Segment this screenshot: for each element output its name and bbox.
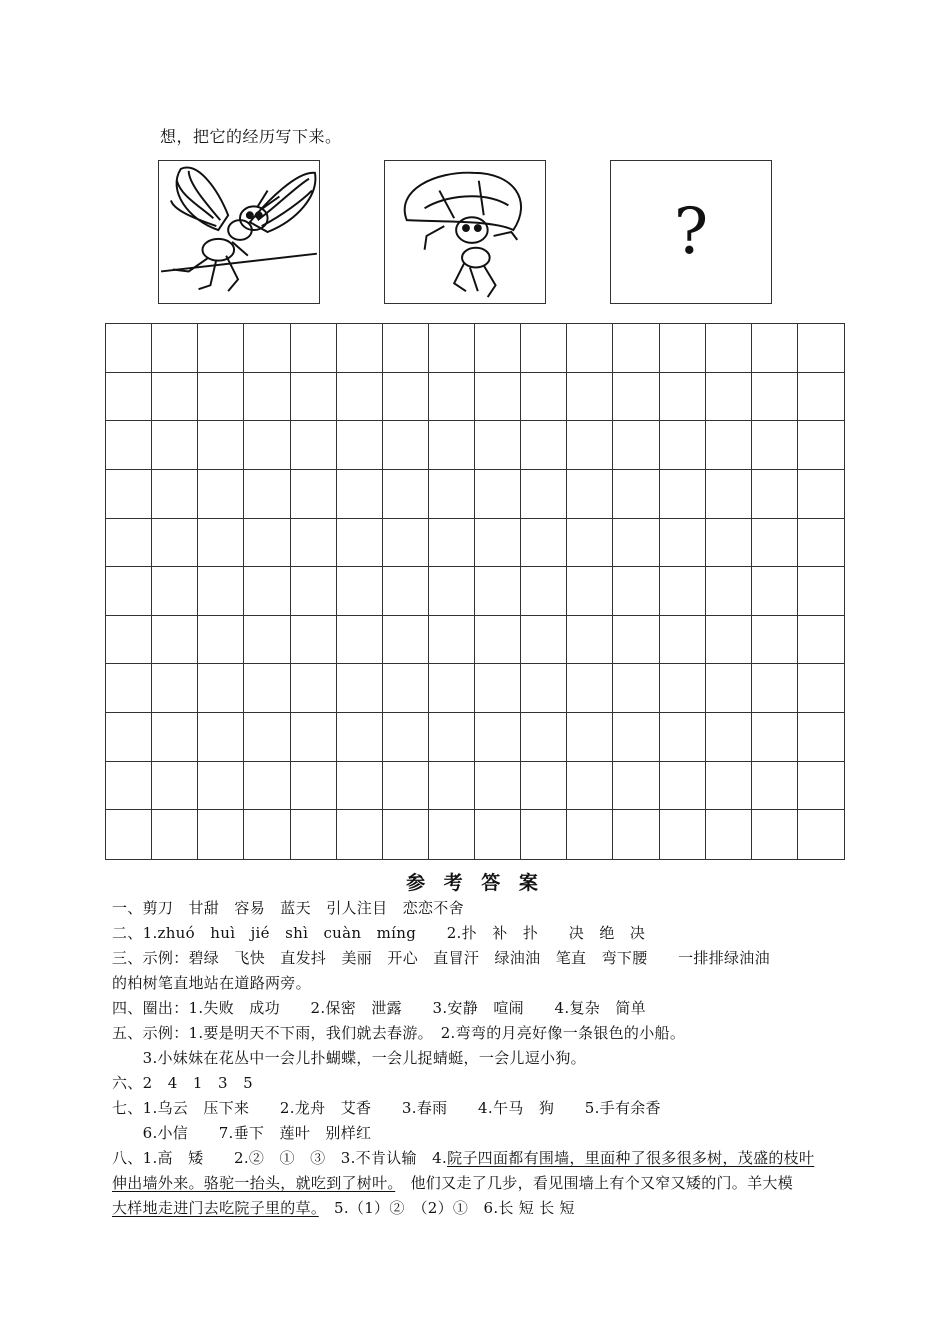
grid-cell	[244, 762, 290, 811]
grid-cell	[337, 519, 383, 568]
grid-cell	[475, 519, 521, 568]
grid-cell	[613, 421, 659, 470]
grid-cell	[291, 421, 337, 470]
grid-cell	[152, 373, 198, 422]
grid-cell	[152, 567, 198, 616]
grid-cell	[198, 324, 244, 373]
grid-cell	[337, 616, 383, 665]
grid-cell	[798, 616, 844, 665]
answers-title: 参 考 答 案	[406, 872, 544, 894]
grid-cell	[613, 373, 659, 422]
grid-cell	[706, 616, 752, 665]
grid-cell	[106, 519, 152, 568]
answer-line-3-cont: 的柏树笔直地站在道路两旁。	[112, 974, 311, 992]
grid-cell	[521, 713, 567, 762]
grid-cell	[752, 324, 798, 373]
grid-cell	[475, 762, 521, 811]
grid-cell	[244, 519, 290, 568]
grid-cell	[521, 373, 567, 422]
grid-cell	[429, 373, 475, 422]
grid-cell	[429, 470, 475, 519]
grid-cell	[798, 762, 844, 811]
grid-cell	[521, 616, 567, 665]
grid-cell	[752, 762, 798, 811]
grid-cell	[613, 810, 659, 859]
grid-cell	[521, 567, 567, 616]
grid-cell	[429, 810, 475, 859]
answer-line-5-cont: 3.小妹妹在花丛中一会儿扑蝴蝶，一会儿捉蜻蜓，一会儿逗小狗。	[112, 1049, 586, 1067]
picture-ant-butterfly	[158, 160, 320, 304]
grid-cell	[521, 762, 567, 811]
grid-cell	[383, 713, 429, 762]
grid-cell	[521, 421, 567, 470]
grid-cell	[475, 421, 521, 470]
grid-cell	[106, 470, 152, 519]
picture-unknown	[610, 160, 772, 304]
answer-line-6: 六、2 4 1 3 5	[112, 1074, 254, 1092]
grid-cell	[567, 324, 613, 373]
grid-cell	[337, 762, 383, 811]
grid-cell	[152, 762, 198, 811]
grid-cell	[244, 324, 290, 373]
grid-cell	[152, 421, 198, 470]
grid-cell	[291, 762, 337, 811]
grid-cell	[383, 373, 429, 422]
grid-cell	[337, 567, 383, 616]
grid-cell	[198, 616, 244, 665]
ant-with-butterfly-wings-icon	[159, 161, 319, 303]
grid-cell	[798, 470, 844, 519]
grid-cell	[660, 470, 706, 519]
question-mark: ?	[673, 195, 709, 269]
grid-cell	[383, 519, 429, 568]
grid-cell	[567, 470, 613, 519]
grid-cell	[429, 324, 475, 373]
grid-cell	[798, 810, 844, 859]
grid-cell	[521, 519, 567, 568]
grid-cell	[291, 324, 337, 373]
grid-cell	[429, 664, 475, 713]
grid-cell	[567, 421, 613, 470]
grid-cell	[660, 810, 706, 859]
grid-cell	[613, 567, 659, 616]
grid-cell	[291, 567, 337, 616]
grid-cell	[521, 810, 567, 859]
grid-cell	[521, 470, 567, 519]
grid-cell	[429, 421, 475, 470]
grid-cell	[752, 519, 798, 568]
grid-cell	[429, 762, 475, 811]
answer-line-9-rest: 他们又走了几步，看见围墙上有个又窄又矮的门。羊大模	[395, 1174, 794, 1192]
grid-cell	[337, 470, 383, 519]
grid-cell	[798, 567, 844, 616]
grid-cell	[291, 664, 337, 713]
grid-cell	[337, 324, 383, 373]
grid-cell	[106, 421, 152, 470]
grid-cell	[475, 373, 521, 422]
grid-cell	[660, 664, 706, 713]
grid-cell	[660, 421, 706, 470]
answer-line-8-prefix: 八、1.高 矮 2.② ① ③ 3.不肯认输 4.	[112, 1149, 448, 1167]
grid-cell	[244, 373, 290, 422]
grid-cell	[106, 373, 152, 422]
grid-cell	[383, 567, 429, 616]
grid-cell	[660, 713, 706, 762]
grid-cell	[337, 373, 383, 422]
grid-cell	[244, 470, 290, 519]
grid-cell	[106, 810, 152, 859]
grid-cell	[475, 470, 521, 519]
grid-cell	[752, 373, 798, 422]
grid-cell	[291, 373, 337, 422]
grid-cell	[475, 616, 521, 665]
grid-cell	[152, 324, 198, 373]
grid-cell	[244, 616, 290, 665]
grid-cell	[152, 616, 198, 665]
answer-line-8	[112, 1147, 814, 1168]
grid-cell	[383, 810, 429, 859]
grid-cell	[106, 762, 152, 811]
grid-cell	[291, 713, 337, 762]
grid-cell	[291, 519, 337, 568]
grid-cell	[106, 567, 152, 616]
grid-cell	[475, 713, 521, 762]
grid-cell	[429, 567, 475, 616]
grid-cell	[429, 713, 475, 762]
grid-cell	[198, 762, 244, 811]
grid-cell	[383, 421, 429, 470]
grid-cell	[660, 324, 706, 373]
answer-line-9-underlined: 伸出墙外来。骆驼一抬头，就吃到了树叶。	[112, 1174, 396, 1192]
grid-cell	[798, 421, 844, 470]
grid-cell	[613, 616, 659, 665]
grid-cell	[567, 519, 613, 568]
grid-cell	[752, 470, 798, 519]
grid-cell	[337, 810, 383, 859]
picture-ant-leaf-hat	[384, 160, 546, 304]
grid-cell	[660, 567, 706, 616]
grid-cell	[198, 470, 244, 519]
grid-cell	[798, 664, 844, 713]
grid-cell	[244, 810, 290, 859]
grid-cell	[383, 470, 429, 519]
grid-cell	[752, 567, 798, 616]
grid-cell	[613, 762, 659, 811]
ant-with-leaf-hat-icon	[385, 161, 545, 303]
grid-cell	[291, 616, 337, 665]
grid-cell	[383, 324, 429, 373]
grid-cell	[798, 519, 844, 568]
writing-grid	[105, 323, 845, 860]
grid-cell	[152, 519, 198, 568]
grid-cell	[706, 519, 752, 568]
grid-cell	[752, 713, 798, 762]
grid-cell	[706, 324, 752, 373]
grid-cell	[429, 616, 475, 665]
grid-cell	[706, 567, 752, 616]
grid-cell	[706, 810, 752, 859]
grid-cell	[660, 373, 706, 422]
answer-line-8-cont	[112, 1172, 793, 1193]
grid-cell	[152, 664, 198, 713]
grid-cell	[567, 373, 613, 422]
grid-cell	[706, 421, 752, 470]
answer-line-10-rest: 5.（1）② （2）① 6.长 短 长 短	[318, 1199, 575, 1217]
answer-line-10-underlined: 大样地走进门去吃院子里的草。	[112, 1199, 319, 1217]
grid-cell	[337, 664, 383, 713]
grid-cell	[198, 664, 244, 713]
grid-cell	[198, 810, 244, 859]
answer-line-5: 五、示例：1.要是明天不下雨，我们就去春游。 2.弯弯的月亮好像一条银色的小船。	[112, 1024, 686, 1042]
answer-line-4: 四、圈出：1.失败 成功 2.保密 泄露 3.安静 喧闹 4.复杂 简单	[112, 999, 646, 1017]
grid-cell	[521, 664, 567, 713]
grid-cell	[106, 664, 152, 713]
grid-cell	[567, 664, 613, 713]
answer-line-7: 七、1.乌云 压下来 2.龙舟 艾香 3.春雨 4.午马 狗 5.手有余香	[112, 1099, 661, 1117]
grid-cell	[198, 519, 244, 568]
grid-cell	[567, 713, 613, 762]
grid-cell	[613, 519, 659, 568]
grid-cell	[383, 664, 429, 713]
grid-cell	[521, 324, 567, 373]
grid-cell	[198, 713, 244, 762]
grid-cell	[706, 664, 752, 713]
grid-cell	[752, 616, 798, 665]
grid-cell	[198, 567, 244, 616]
grid-cell	[152, 810, 198, 859]
grid-cell	[613, 664, 659, 713]
grid-cell	[798, 373, 844, 422]
grid-cell	[567, 810, 613, 859]
grid-cell	[475, 810, 521, 859]
grid-cell	[752, 810, 798, 859]
answer-line-8-end	[112, 1197, 575, 1218]
grid-cell	[291, 810, 337, 859]
grid-cell	[567, 762, 613, 811]
grid-cell	[475, 567, 521, 616]
grid-cell	[383, 762, 429, 811]
grid-cell	[152, 713, 198, 762]
grid-cell	[244, 567, 290, 616]
grid-cell	[660, 519, 706, 568]
grid-cell	[244, 713, 290, 762]
grid-cell	[567, 616, 613, 665]
grid-cell	[429, 519, 475, 568]
grid-cell	[660, 616, 706, 665]
grid-cell	[613, 470, 659, 519]
grid-cell	[613, 324, 659, 373]
grid-cell	[198, 373, 244, 422]
grid-cell	[244, 664, 290, 713]
grid-cell	[337, 713, 383, 762]
grid-cell	[567, 567, 613, 616]
grid-cell	[106, 324, 152, 373]
grid-cell	[244, 421, 290, 470]
grid-cell	[613, 713, 659, 762]
grid-cell	[706, 373, 752, 422]
grid-cell	[706, 713, 752, 762]
grid-cell	[106, 616, 152, 665]
grid-cell	[475, 664, 521, 713]
writing-prompt-text: 想，把它的经历写下来。	[160, 127, 342, 146]
grid-cell	[291, 470, 337, 519]
grid-cell	[152, 470, 198, 519]
grid-cell	[337, 421, 383, 470]
grid-cell	[106, 713, 152, 762]
answer-line-3: 三、示例：碧绿 飞快 直发抖 美丽 开心 直冒汗 绿油油 笔直 弯下腰 一排排绿油油	[112, 949, 770, 967]
answer-line-7-cont: 6.小信 7.垂下 莲叶 别样红	[112, 1124, 372, 1142]
grid-cell	[475, 324, 521, 373]
answer-line-2: 二、1.zhuó huì jié shì cuàn míng 2.扑 补 扑 决 绝 决	[112, 924, 646, 942]
grid-cell	[706, 470, 752, 519]
answer-line-8-underlined: 院子四面都有围墙，里面种了很多很多树，茂盛的枝叶	[447, 1149, 815, 1167]
answer-line-1: 一、剪刀 甘甜 容易 蓝天 引人注目 恋恋不舍	[112, 899, 464, 917]
grid-cell	[198, 421, 244, 470]
grid-cell	[752, 664, 798, 713]
grid-cell	[798, 713, 844, 762]
grid-cell	[752, 421, 798, 470]
grid-cell	[798, 324, 844, 373]
grid-cell	[383, 616, 429, 665]
grid-cell	[660, 762, 706, 811]
grid-cell	[706, 762, 752, 811]
